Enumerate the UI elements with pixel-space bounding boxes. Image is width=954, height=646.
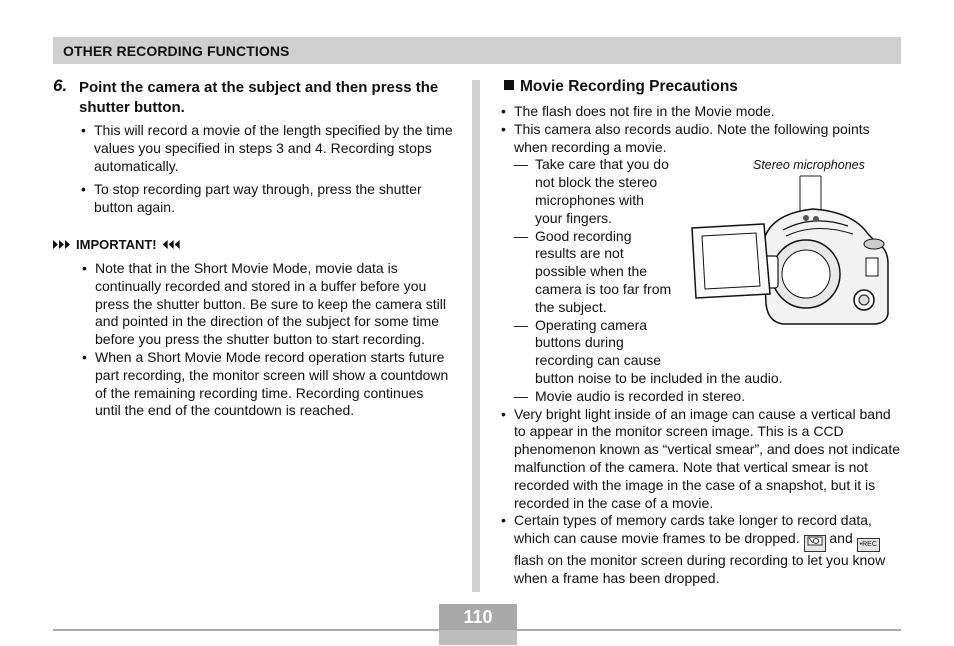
list-item: • Very bright light inside of an image can cause a vertical band to appear in the monitor screen image. This is a CCD phenomenon known as “vertical smear”, and does not indicate malfunction of the camera. Note that vertical smear is not recorded with the image in the case of a snapshot, but it is recorded in the case of a movie.	[499, 406, 901, 513]
dash-item-continuation: button noise to be included in the audio.	[535, 369, 783, 386]
column-divider	[472, 80, 480, 592]
list-item-text: flash on the monitor screen during recording to let you know when a frame has been dropped.	[514, 552, 886, 586]
dash-item	[514, 388, 901, 406]
page-number-box	[439, 604, 517, 630]
figure-caption: Stereo microphones	[753, 158, 865, 172]
list-item: • To stop recording part way through, press the shutter button again.	[79, 181, 459, 217]
list-item: • Note that in the Short Movie Mode, movie data is continually recorded and stored in a buffer before you press the shutter button. Be sure to keep the camera still and pointed in the direction of the subject for some time before you press the shutter button to start recording.	[80, 260, 452, 349]
step-number: 6.	[53, 76, 68, 95]
list-item-text: and	[829, 530, 853, 547]
dash-item	[514, 317, 674, 370]
dash-item-text: Take care that you do not block the stereo microphones with your fingers.	[535, 156, 669, 226]
list-item: • This will record a movie of the length specified by the time values you specified in steps 3 and 4. Recording stops automatically.	[79, 122, 459, 175]
page-number: 110	[463, 607, 493, 627]
frame-drop-icon	[804, 535, 826, 552]
section-title	[504, 78, 738, 96]
list-item-text: Certain types of memory cards take longer to record data, which can cause movie frames to be dropped.	[514, 512, 872, 547]
dash-item-text: Good recording results are not possible when the camera is too far from the subject.	[535, 227, 672, 315]
important-left-arrows-icon	[163, 240, 180, 249]
list-item-text: This camera also records audio. Note the following points when recording a movie.	[514, 120, 870, 155]
important-bullet-list	[80, 260, 452, 420]
list-item	[499, 512, 901, 587]
step-bullet-list	[79, 122, 459, 223]
dash-item	[514, 228, 674, 317]
section-header-bar	[53, 37, 901, 64]
dash-item	[514, 156, 674, 227]
dash-item-text: Movie audio is recorded in stereo.	[535, 387, 746, 404]
page-number-tab	[439, 630, 517, 645]
section-title-text: Movie Recording Precautions	[520, 78, 738, 95]
camera-illustration	[688, 174, 894, 332]
important-heading	[53, 237, 180, 252]
dash-item-text: Operating camera buttons during recording can cause	[535, 316, 662, 369]
square-bullet-icon	[504, 80, 514, 90]
important-label: IMPORTANT!	[76, 237, 157, 252]
important-right-arrows-icon	[53, 240, 70, 249]
list-item: • The flash does not fire in the Movie mode.	[499, 103, 901, 121]
step-title: Point the camera at the subject and then press the shutter button.	[79, 79, 439, 116]
list-item: • When a Short Movie Mode record operation starts future part recording, the monitor screen will show a countdown of the remaining recording time. Recording continues until the end of the countdown is reached.	[80, 349, 452, 420]
section-header-title: OTHER RECORDING FUNCTIONS	[63, 43, 290, 59]
rec-icon: •REC	[857, 538, 880, 552]
